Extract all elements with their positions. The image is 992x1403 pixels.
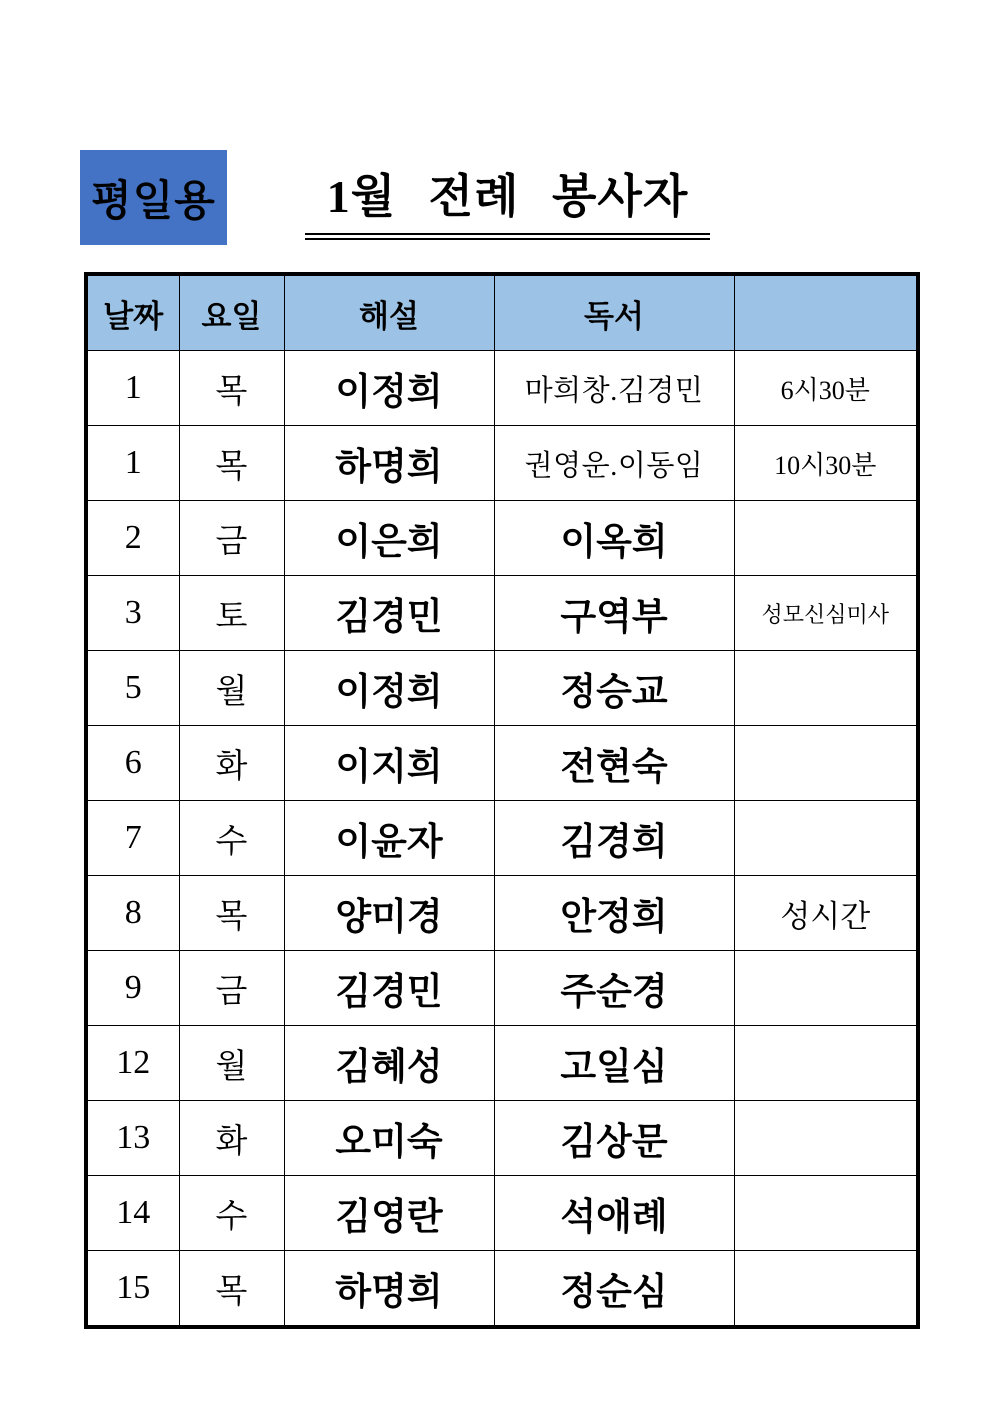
cell-note bbox=[734, 726, 918, 801]
cell-note bbox=[734, 801, 918, 876]
table-row bbox=[86, 876, 918, 951]
cell-commentator: 양미경 bbox=[284, 876, 494, 951]
cell-date: 1 bbox=[86, 426, 179, 501]
cell-date: 15 bbox=[86, 1251, 179, 1328]
table-row bbox=[86, 1251, 918, 1328]
table-header-cell-note bbox=[734, 274, 918, 351]
cell-day: 수 bbox=[179, 801, 284, 876]
table-row bbox=[86, 651, 918, 726]
cell-commentator: 이지희 bbox=[284, 726, 494, 801]
cell-reader: 권영운.이동임 bbox=[494, 426, 734, 501]
cell-commentator: 김경민 bbox=[284, 576, 494, 651]
cell-day: 목 bbox=[179, 876, 284, 951]
cell-date: 9 bbox=[86, 951, 179, 1026]
table-row bbox=[86, 1026, 918, 1101]
cell-day: 목 bbox=[179, 426, 284, 501]
table-header-cell-reader: 독서 bbox=[494, 274, 734, 351]
cell-date: 5 bbox=[86, 651, 179, 726]
table-header-cell-date: 날짜 bbox=[86, 274, 179, 351]
cell-day: 목 bbox=[179, 1251, 284, 1328]
cell-note bbox=[734, 951, 918, 1026]
cell-day: 금 bbox=[179, 501, 284, 576]
table-row bbox=[86, 351, 918, 426]
table-row bbox=[86, 576, 918, 651]
cell-date: 8 bbox=[86, 876, 179, 951]
cell-reader: 구역부 bbox=[494, 576, 734, 651]
cell-day: 수 bbox=[179, 1176, 284, 1251]
table-row bbox=[86, 501, 918, 576]
cell-note: 성모신심미사 bbox=[734, 576, 918, 651]
cell-date: 13 bbox=[86, 1101, 179, 1176]
cell-note bbox=[734, 501, 918, 576]
cell-day: 화 bbox=[179, 726, 284, 801]
cell-reader: 고일심 bbox=[494, 1026, 734, 1101]
cell-reader: 김경희 bbox=[494, 801, 734, 876]
weekday-badge: 평일용 bbox=[80, 150, 227, 245]
table-header-row bbox=[86, 274, 918, 351]
cell-note: 성시간 bbox=[734, 876, 918, 951]
cell-date: 3 bbox=[86, 576, 179, 651]
cell-commentator: 김경민 bbox=[284, 951, 494, 1026]
cell-reader: 정승교 bbox=[494, 651, 734, 726]
cell-reader: 마희창.김경민 bbox=[494, 351, 734, 426]
cell-day: 목 bbox=[179, 351, 284, 426]
cell-commentator: 하명희 bbox=[284, 426, 494, 501]
table-row bbox=[86, 426, 918, 501]
cell-day: 화 bbox=[179, 1101, 284, 1176]
cell-date: 12 bbox=[86, 1026, 179, 1101]
cell-commentator: 이정희 bbox=[284, 351, 494, 426]
cell-reader: 이옥희 bbox=[494, 501, 734, 576]
cell-reader: 김상문 bbox=[494, 1101, 734, 1176]
table-body bbox=[86, 351, 918, 1328]
cell-note: 10시30분 bbox=[734, 426, 918, 501]
cell-commentator: 김영란 bbox=[284, 1176, 494, 1251]
cell-day: 토 bbox=[179, 576, 284, 651]
table-row bbox=[86, 951, 918, 1026]
cell-commentator: 오미숙 bbox=[284, 1101, 494, 1176]
cell-commentator: 이정희 bbox=[284, 651, 494, 726]
table-header-cell-commentator: 해설 bbox=[284, 274, 494, 351]
cell-reader: 정순심 bbox=[494, 1251, 734, 1328]
cell-commentator: 하명희 bbox=[284, 1251, 494, 1328]
cell-date: 6 bbox=[86, 726, 179, 801]
cell-day: 월 bbox=[179, 1026, 284, 1101]
cell-commentator: 김혜성 bbox=[284, 1026, 494, 1101]
table-header bbox=[86, 274, 918, 351]
table-header-cell-day: 요일 bbox=[179, 274, 284, 351]
cell-note bbox=[734, 1176, 918, 1251]
cell-reader: 석애례 bbox=[494, 1176, 734, 1251]
table-row bbox=[86, 726, 918, 801]
cell-day: 월 bbox=[179, 651, 284, 726]
cell-reader: 주순경 bbox=[494, 951, 734, 1026]
table-row bbox=[86, 1101, 918, 1176]
page-title: 1월 전례 봉사자 bbox=[305, 160, 710, 240]
cell-note bbox=[734, 651, 918, 726]
cell-reader: 안정희 bbox=[494, 876, 734, 951]
cell-day: 금 bbox=[179, 951, 284, 1026]
cell-note bbox=[734, 1251, 918, 1328]
cell-note bbox=[734, 1101, 918, 1176]
cell-note: 6시30분 bbox=[734, 351, 918, 426]
cell-reader: 전현숙 bbox=[494, 726, 734, 801]
cell-date: 1 bbox=[86, 351, 179, 426]
cell-date: 2 bbox=[86, 501, 179, 576]
cell-note bbox=[734, 1026, 918, 1101]
cell-date: 7 bbox=[86, 801, 179, 876]
cell-commentator: 이윤자 bbox=[284, 801, 494, 876]
cell-commentator: 이은희 bbox=[284, 501, 494, 576]
schedule-table bbox=[84, 272, 920, 1329]
cell-date: 14 bbox=[86, 1176, 179, 1251]
table-row bbox=[86, 801, 918, 876]
table-row bbox=[86, 1176, 918, 1251]
